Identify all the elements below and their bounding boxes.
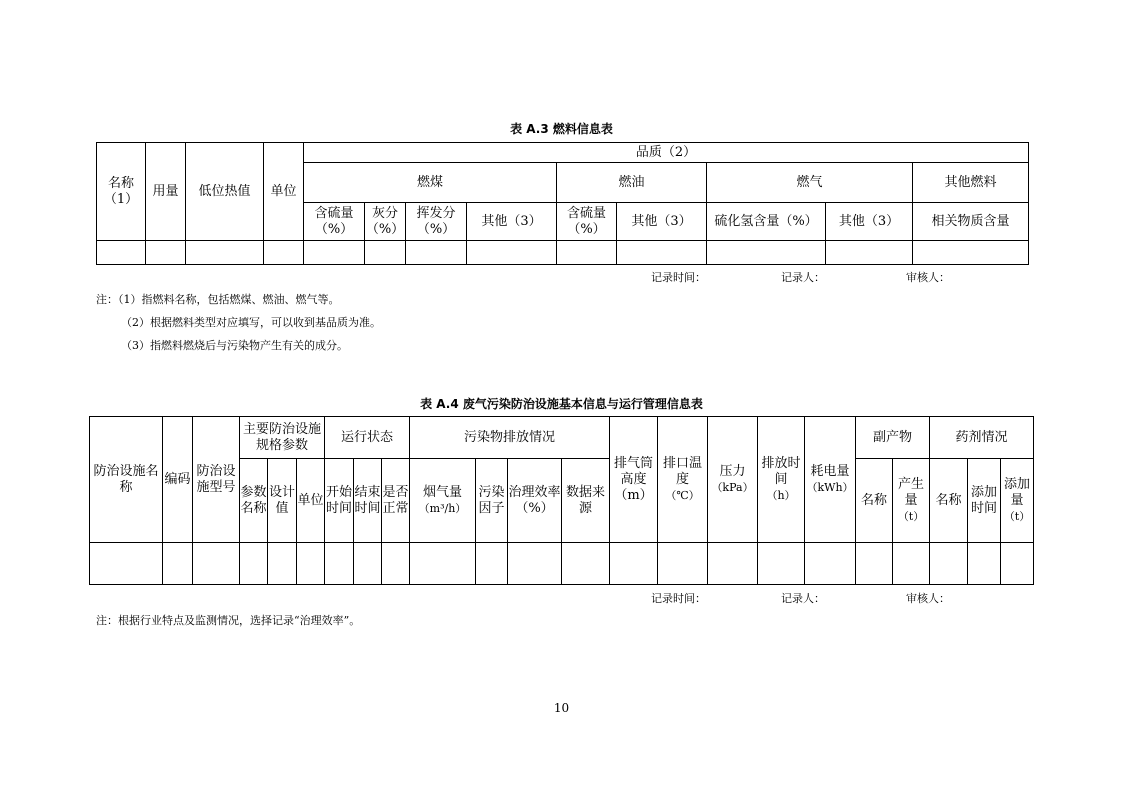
cell[interactable] (610, 543, 658, 585)
cell[interactable] (893, 543, 930, 585)
col-bp-name: 名称 (856, 459, 893, 543)
col-pressure (708, 417, 758, 543)
table-a3-caption: 表 A.3 燃料信息表 (510, 122, 613, 136)
col-efficiency: 治理效率（%） (508, 459, 562, 543)
col-bp-amount (893, 459, 930, 543)
outlet-temp-unit: （℃） (665, 488, 700, 502)
cell[interactable] (913, 241, 1029, 265)
note-3: （3）指燃料燃烧后与污染物产生有关的成分。 (121, 339, 348, 352)
col-coal: 燃煤 (304, 163, 557, 203)
cell[interactable] (146, 241, 186, 265)
table-row (97, 241, 1029, 265)
col-agent: 药剂情况 (930, 417, 1034, 459)
cell[interactable] (163, 543, 193, 585)
table-row (90, 543, 1034, 585)
cell[interactable] (382, 543, 410, 585)
waste-gas-facility-table (89, 416, 1034, 585)
cell[interactable] (354, 543, 382, 585)
col-param-unit: 单位 (297, 459, 325, 543)
cell[interactable] (325, 543, 354, 585)
bp-amount-label: 产生量 (898, 476, 925, 508)
col-design-value: 设计值 (268, 459, 297, 543)
col-facility-name: 防治设施名称 (90, 417, 163, 543)
page-number: 10 (553, 701, 570, 715)
power-label: 耗电量 (810, 463, 850, 479)
emit-time-label: 排放时间 (761, 455, 801, 487)
col-coal-other: 其他（3） (467, 203, 557, 241)
outlet-temp-label: 排口温度 (663, 455, 703, 487)
col-unit: 单位 (264, 143, 304, 241)
col-flue-gas (410, 459, 476, 543)
cell[interactable] (617, 241, 707, 265)
col-end-time: 结束时间 (354, 459, 382, 543)
cell[interactable] (562, 543, 610, 585)
reviewer-label-a4: 审核人： (906, 592, 950, 605)
col-spec-params: 主要防治设施规格参数 (240, 417, 325, 459)
col-byproduct: 副产物 (856, 417, 930, 459)
col-quality: 品质（2） (304, 143, 1029, 163)
col-low-heat: 低位热值 (186, 143, 264, 241)
col-coal-ash: 灰分（%） (365, 203, 406, 241)
power-unit: （kWh） (806, 480, 854, 494)
cell[interactable] (1001, 543, 1034, 585)
col-other-fuel: 其他燃料 (913, 163, 1029, 203)
flue-gas-unit: （m³/h） (418, 501, 467, 515)
col-oil: 燃油 (557, 163, 707, 203)
col-pollutant: 污染因子 (476, 459, 508, 543)
emit-time-unit: （h） (766, 488, 796, 502)
cell[interactable] (90, 543, 163, 585)
col-usage: 用量 (146, 143, 186, 241)
cell[interactable] (240, 543, 268, 585)
col-data-source: 数据来源 (562, 459, 610, 543)
col-coal-volatile: 挥发分（%） (406, 203, 467, 241)
cell[interactable] (968, 543, 1001, 585)
pressure-label: 压力 (719, 463, 746, 479)
cell[interactable] (557, 241, 617, 265)
record-time-label: 记录时间： (651, 271, 706, 284)
record-time-label-a4: 记录时间： (651, 592, 706, 605)
col-start-time: 开始时间 (325, 459, 354, 543)
cell[interactable] (856, 543, 893, 585)
col-coal-sulfur: 含硫量（%） (304, 203, 365, 241)
cell[interactable] (365, 241, 406, 265)
col-other-related: 相关物质含量 (913, 203, 1029, 241)
col-gas: 燃气 (707, 163, 913, 203)
col-code: 编码 (163, 417, 193, 543)
col-run-state: 运行状态 (325, 417, 410, 459)
fuel-info-table (96, 142, 1029, 265)
cell[interactable] (97, 241, 146, 265)
pressure-unit: （kPa） (711, 480, 754, 494)
col-ag-amount (1001, 459, 1034, 543)
recorder-label-a4: 记录人： (781, 592, 825, 605)
col-model: 防治设施型号 (193, 417, 240, 543)
col-ag-time: 添加时间 (968, 459, 1001, 543)
flue-gas-label: 烟气量 (422, 484, 462, 500)
note-2: （2）根据燃料类型对应填写，可以收到基品质为准。 (121, 316, 381, 329)
cell[interactable] (304, 241, 365, 265)
col-param-name: 参数名称 (240, 459, 268, 543)
cell[interactable] (186, 241, 264, 265)
reviewer-label: 审核人： (906, 271, 950, 284)
col-emit-time (758, 417, 805, 543)
ag-amount-label: 添加量 (1004, 476, 1031, 508)
cell[interactable] (476, 543, 508, 585)
cell[interactable] (826, 241, 913, 265)
col-gas-other: 其他（3） (826, 203, 913, 241)
col-outlet-temp (658, 417, 708, 543)
cell[interactable] (758, 543, 805, 585)
col-emission: 污染物排放情况 (410, 417, 610, 459)
cell[interactable] (268, 543, 297, 585)
recorder-label: 记录人： (781, 271, 825, 284)
col-oil-other: 其他（3） (617, 203, 707, 241)
cell[interactable] (708, 543, 758, 585)
col-power (805, 417, 856, 543)
cell[interactable] (410, 543, 476, 585)
col-oil-sulfur: 含硫量（%） (557, 203, 617, 241)
note-a4: 注：根据行业特点及监测情况，选择记录“治理效率”。 (96, 614, 361, 627)
cell[interactable] (658, 543, 708, 585)
cell[interactable] (297, 543, 325, 585)
col-gas-h2s: 硫化氢含量（%） (707, 203, 826, 241)
table-a4-caption: 表 A.4 废气污染防治设施基本信息与运行管理信息表 (420, 397, 703, 411)
cell[interactable] (930, 543, 968, 585)
col-stack-height: 排气筒高度（m） (610, 417, 658, 543)
cell[interactable] (508, 543, 562, 585)
cell[interactable] (264, 241, 304, 265)
cell[interactable] (805, 543, 856, 585)
note-1: 注：（1）指燃料名称，包括燃煤、燃油、燃气等。 (96, 293, 340, 306)
cell[interactable] (406, 241, 467, 265)
ag-amount-unit: （t） (1003, 509, 1031, 523)
col-fuel-name: 名称（1） (97, 143, 146, 241)
cell[interactable] (467, 241, 557, 265)
bp-amount-unit: （t） (897, 509, 925, 523)
cell[interactable] (707, 241, 826, 265)
col-normal: 是否正常 (382, 459, 410, 543)
cell[interactable] (193, 543, 240, 585)
col-ag-name: 名称 (930, 459, 968, 543)
